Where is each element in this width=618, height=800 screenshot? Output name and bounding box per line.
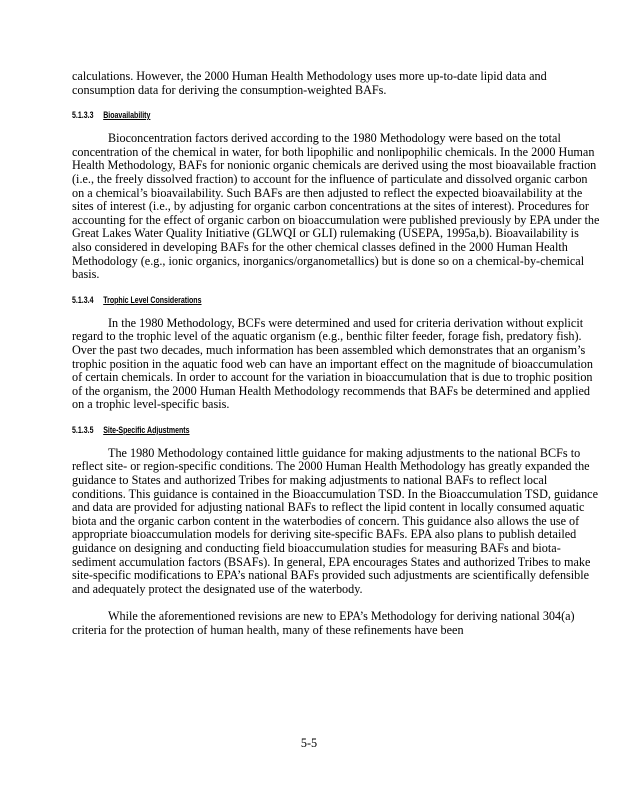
intro-paragraph: calculations. However, the 2000 Human Health Methodology uses more up-to-date lipid data and consumption data for deriving the consumption-weighted BAFs. xyxy=(72,69,547,97)
bioavailability-paragraph: Bioconcentration factors derived according to the 1980 Methodology were based on the total concentration of the chemical in water, for both lipophilic and nonlipophilic chemicals. In the 2000 Human Health Methodology, BAFs for nonionic organic chemicals are derived using the most bioavailable fraction (i.e., the freely dissolved fraction) to account for the influence of particulate and dissolved organic carbon on a chemical’s bioavailability. Such BAFs are then adjusted to reflect the expected bioavailability at the sites of interest (i.e., by adjusting for organic carbon concentrations at the sites of interest). Procedures for accounting for the effect of organic carbon on bioaccumulation were published previously by EPA under the Great Lakes Water Quality Initiative (GLWQI or GLI) rulemaking (USEPA, 1995a,b). Bioavailability is also considered in developing BAFs for the other chemical classes defined in the 2000 Human Health Methodology (e.g., ionic organics, inorganics/organometallics) but is done so on a chemical-by-chemical basis. xyxy=(72,131,600,282)
section-number: 5.1.3.5 xyxy=(72,424,94,435)
page-number: 5-5 xyxy=(300,736,318,750)
closing-paragraph: While the aforementioned revisions are new to EPA’s Methodology for deriving national 304(a) criteria for the protection of human health, many of these refinements have been xyxy=(72,609,575,637)
document-page xyxy=(72,70,600,638)
section-heading-trophic-level xyxy=(72,295,484,305)
site-specific-paragraph: The 1980 Methodology contained little guidance for making adjustments to the national BCFs to reflect site- or region-specific conditions. The 2000 Human Health Methodology has greatly expanded the guidance to States and authorized Tribes for making adjustments to national BAFs to reflect local conditions. This guidance is contained in the Bioaccumulation TSD. In the Bioaccumulation TSD, guidance and data are provided for adjusting national BAFs to reflect the lipid content in locally consumed aquatic biota and the organic carbon content in the waterbodies of concern. This guidance also allows the use of appropriate bioaccumulation models for deriving site-specific BAFs. EPA also plans to publish detailed guidance on designing and conducting field bioaccumulation studies for measuring BAFs and biota-sediment accumulation factors (BSAFs). In general, EPA encourages States and authorized Tribes to make site-specific modifications to EPA’s national BAFs provided such adjustments are scientifically defensible and adequately protect the designated use of the waterbody. xyxy=(72,445,598,596)
section-title: Bioavailability xyxy=(103,110,151,121)
section-heading-bioavailability xyxy=(72,110,484,120)
section-number: 5.1.3.3 xyxy=(72,110,94,121)
section-title: Trophic Level Considerations xyxy=(103,294,202,305)
section-heading-site-specific xyxy=(72,425,484,435)
section-number: 5.1.3.4 xyxy=(72,294,94,305)
section-title: Site-Specific Adjustments xyxy=(103,424,190,435)
trophic-level-paragraph: In the 1980 Methodology, BCFs were determined and used for criteria derivation without explicit regard to the trophic level of the aquatic organism (e.g., benthic filter feeder, forage fish, predatory fish). Over the past two decades, much information has been assembled which demonstrates that an organism’s trophic position in the aquatic food web can have an important effect on the magnitude of bioaccumulation of certain chemicals. In order to account for the variation in bioaccumulation that is due to trophic position of the organism, the 2000 Human Health Methodology recommends that BAFs be determined and applied on a trophic level-specific basis. xyxy=(72,315,593,412)
